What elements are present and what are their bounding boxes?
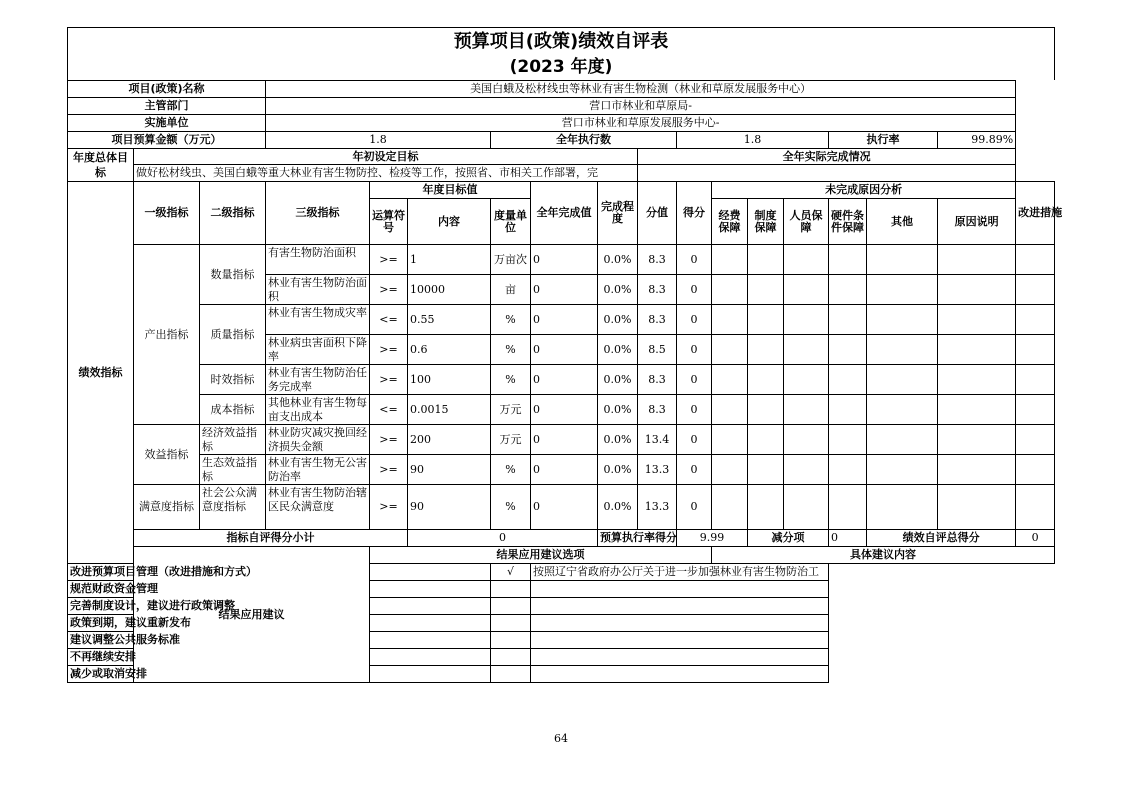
row-l3: 林业有害生物防治面积 xyxy=(268,275,368,303)
row-got: 0 xyxy=(677,455,712,485)
total-label: 绩效自评总得分 xyxy=(867,530,1016,547)
suggest-check[interactable] xyxy=(491,666,531,683)
exec-value: 1.8 xyxy=(677,132,829,149)
group-satisfaction: 满意度指标 xyxy=(134,485,200,530)
row-score: 8.3 xyxy=(638,395,677,425)
row-val: 0 xyxy=(531,485,598,530)
row-op: >= xyxy=(370,365,408,395)
row-unit: 万元 xyxy=(491,425,531,455)
goal-set-label: 年初设定目标 xyxy=(134,149,638,165)
row-l3: 林业有害生物防治辖区民众满意度 xyxy=(268,486,368,513)
group-public: 社会公众满意度指标 xyxy=(202,486,257,513)
row-val: 0 xyxy=(531,245,598,275)
row-op: >= xyxy=(370,335,408,365)
row-deg: 0.0% xyxy=(598,275,638,305)
hdr-r4: 硬件条件保障 xyxy=(829,199,867,245)
row-deg: 0.0% xyxy=(598,245,638,275)
row-unit: % xyxy=(491,305,531,335)
group-quality: 质量指标 xyxy=(200,305,266,365)
total-value: 0 xyxy=(1016,530,1055,547)
row-got: 0 xyxy=(677,275,712,305)
row-score: 8.3 xyxy=(638,365,677,395)
perf-label: 绩效指标 xyxy=(68,182,134,564)
suggest-option: 减少或取消安排 xyxy=(68,666,491,683)
row-score: 13.3 xyxy=(638,455,677,485)
suggest-check[interactable] xyxy=(491,598,531,615)
row-unit: % xyxy=(491,335,531,365)
row-deg: 0.0% xyxy=(598,485,638,530)
row-op: <= xyxy=(370,395,408,425)
row-op: <= xyxy=(370,305,408,335)
budget-score-label: 预算执行率得分 xyxy=(598,530,677,547)
suggest-option: 规范财政资金管理 xyxy=(68,581,491,598)
row-got: 0 xyxy=(677,485,712,530)
hdr-got: 得分 xyxy=(677,182,712,245)
row-val: 0 xyxy=(531,275,598,305)
suggest-detail xyxy=(531,598,829,615)
evaluation-table xyxy=(67,80,1063,683)
hdr-op: 运算符号 xyxy=(370,199,408,245)
group-output: 产出指标 xyxy=(134,245,200,425)
row-unit: 万亩次 xyxy=(491,245,531,275)
suggest-options-label: 结果应用建议选项 xyxy=(370,547,712,564)
hdr-unit: 度量单位 xyxy=(491,199,531,245)
hdr-l3: 三级指标 xyxy=(266,182,370,245)
row-deg: 0.0% xyxy=(598,425,638,455)
suggest-option: 不再继续安排 xyxy=(68,649,491,666)
row-val: 0 xyxy=(531,335,598,365)
exec-label: 全年执行数 xyxy=(491,132,677,149)
row-val: 0 xyxy=(531,395,598,425)
row-op: >= xyxy=(370,275,408,305)
suggest-detail xyxy=(531,581,829,598)
row-val: 0 xyxy=(531,455,598,485)
suggest-detail: 按照辽宁省政府办公厅关于进一步加强林业有害生物防治工 xyxy=(531,564,829,581)
row-l3: 林业有害生物成灾率 xyxy=(268,305,368,319)
row-deg: 0.0% xyxy=(598,395,638,425)
row-content: 90 xyxy=(408,455,491,485)
row-unit: % xyxy=(491,485,531,530)
suggest-detail xyxy=(531,666,829,683)
row-content: 90 xyxy=(408,485,491,530)
project-name: 美国白蛾及松材线虫等林业有害生物检测（林业和草原发展服务中心） xyxy=(266,81,1016,98)
suggest-option: 完善制度设计，建议进行政策调整 xyxy=(68,598,491,615)
goal-set-text: 做好松材线虫、美国白蛾等重大林业有害生物防控、检疫等工作，按照省、市相关工作部署，完 xyxy=(134,165,638,182)
row-content: 10000 xyxy=(408,275,491,305)
subtotal-label: 指标自评得分小计 xyxy=(134,530,408,547)
project-name-label: 项目(政策)名称 xyxy=(68,81,266,98)
row-unit: 万元 xyxy=(491,395,531,425)
hdr-improve: 改进措施 xyxy=(1016,182,1055,245)
row-score: 8.3 xyxy=(638,305,677,335)
row-deg: 0.0% xyxy=(598,305,638,335)
group-benefit: 效益指标 xyxy=(134,425,200,485)
row-got: 0 xyxy=(677,395,712,425)
dept-value: 营口市林业和草原局- xyxy=(266,98,1016,115)
row-got: 0 xyxy=(677,305,712,335)
budget-score-value: 9.99 xyxy=(677,530,748,547)
suggest-detail xyxy=(531,632,829,649)
hdr-l1: 一级指标 xyxy=(134,182,200,245)
suggest-check[interactable] xyxy=(491,649,531,666)
hdr-r1: 经费保障 xyxy=(712,199,748,245)
row-score: 13.4 xyxy=(638,425,677,455)
goal-actual-text xyxy=(638,165,1016,182)
suggest-option: 建议调整公共服务标准 xyxy=(68,632,491,649)
row-content: 200 xyxy=(408,425,491,455)
rate-value: 99.89% xyxy=(938,132,1016,149)
row-deg: 0.0% xyxy=(598,335,638,365)
hdr-r2: 制度保障 xyxy=(748,199,784,245)
hdr-l2: 二级指标 xyxy=(200,182,266,245)
dept-label: 主管部门 xyxy=(68,98,266,115)
row-val: 0 xyxy=(531,305,598,335)
row-content: 0.55 xyxy=(408,305,491,335)
row-l3: 有害生物防治面积 xyxy=(268,245,357,259)
title-block xyxy=(67,27,1055,80)
row-op: >= xyxy=(370,485,408,530)
row-content: 1 xyxy=(408,245,491,275)
row-op: >= xyxy=(370,245,408,275)
suggest-option: 政策到期，建议重新发布 xyxy=(68,615,491,632)
row-got: 0 xyxy=(677,425,712,455)
hdr-score: 分值 xyxy=(638,182,677,245)
suggest-detail xyxy=(531,615,829,632)
suggest-check[interactable] xyxy=(491,615,531,632)
hdr-complete-val: 全年完成值 xyxy=(531,182,598,245)
row-deg: 0.0% xyxy=(598,365,638,395)
hdr-r5: 其他 xyxy=(867,199,938,245)
group-ecological: 生态效益指标 xyxy=(202,455,257,483)
suggest-option: 改进预算项目管理（改进措施和方式） xyxy=(68,564,491,581)
evaluation-sheet xyxy=(67,27,1063,683)
row-l3: 林业有害生物无公害防治率 xyxy=(268,455,368,483)
row-content: 100 xyxy=(408,365,491,395)
budget-label: 项目预算金额（万元） xyxy=(68,132,266,149)
row-got: 0 xyxy=(677,245,712,275)
page-title: 预算项目(政策)绩效自评表 xyxy=(453,31,669,52)
suggest-check[interactable]: √ xyxy=(491,564,531,581)
budget-value: 1.8 xyxy=(266,132,491,149)
hdr-target-group: 年度目标值 xyxy=(370,182,531,199)
row-l3: 林业有害生物防治任务完成率 xyxy=(268,365,368,393)
goal-label: 年度总体目标 xyxy=(68,149,134,182)
page-year: (2023 年度) xyxy=(509,57,613,77)
hdr-r3: 人员保障 xyxy=(784,199,829,245)
row-op: >= xyxy=(370,455,408,485)
row-score: 8.5 xyxy=(638,335,677,365)
row-score: 8.3 xyxy=(638,275,677,305)
rate-label: 执行率 xyxy=(829,132,938,149)
suggest-detail xyxy=(531,649,829,666)
hdr-r6: 原因说明 xyxy=(938,199,1016,245)
row-unit: % xyxy=(491,455,531,485)
page-number: 64 xyxy=(554,732,568,745)
suggest-check[interactable] xyxy=(491,632,531,649)
group-cost: 成本指标 xyxy=(200,395,266,425)
unit-value: 营口市林业和草原发展服务中心- xyxy=(266,115,1016,132)
goal-actual-label: 全年实际完成情况 xyxy=(638,149,1016,165)
row-got: 0 xyxy=(677,335,712,365)
row-l3: 林业防灾减灾挽回经济损失金额 xyxy=(268,425,368,453)
row-unit: 亩 xyxy=(491,275,531,305)
row-content: 0.0015 xyxy=(408,395,491,425)
group-economic: 经济效益指标 xyxy=(202,425,257,453)
row-unit: % xyxy=(491,365,531,395)
row-op: >= xyxy=(370,425,408,455)
hdr-content: 内容 xyxy=(408,199,491,245)
row-l3: 林业病虫害面积下降率 xyxy=(268,335,368,363)
row-val: 0 xyxy=(531,365,598,395)
row-score: 8.3 xyxy=(638,245,677,275)
deduct-value: 0 xyxy=(829,530,867,547)
deduct-label: 减分项 xyxy=(748,530,829,547)
row-got: 0 xyxy=(677,365,712,395)
row-val: 0 xyxy=(531,425,598,455)
suggest-detail-label: 具体建议内容 xyxy=(712,547,1055,564)
group-quantity: 数量指标 xyxy=(200,245,266,305)
suggest-check[interactable] xyxy=(491,581,531,598)
row-content: 0.6 xyxy=(408,335,491,365)
subtotal-value: 0 xyxy=(408,530,598,547)
hdr-reason-group: 未完成原因分析 xyxy=(712,182,1016,199)
row-l3: 其他林业有害生物每亩支出成本 xyxy=(268,395,368,423)
suggest-label: 结果应用建议 xyxy=(134,547,370,683)
row-deg: 0.0% xyxy=(598,455,638,485)
hdr-complete-deg: 完成程度 xyxy=(598,182,638,245)
unit-label: 实施单位 xyxy=(68,115,266,132)
row-score: 13.3 xyxy=(638,485,677,530)
group-timeliness: 时效指标 xyxy=(200,365,266,395)
